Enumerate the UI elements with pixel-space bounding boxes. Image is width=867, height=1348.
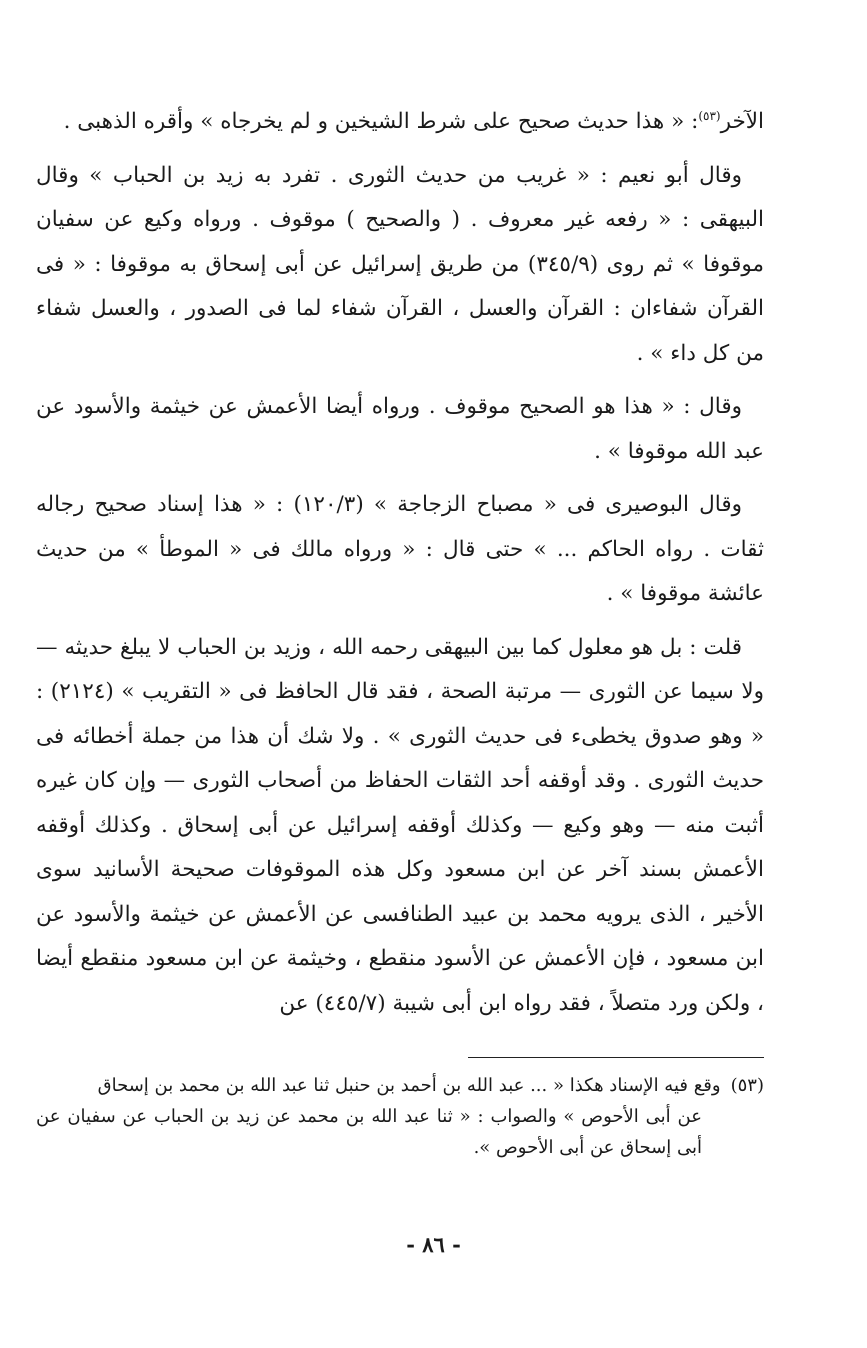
paragraph-2: وقال أبو نعيم : « غريب من حديث الثورى . تفرد به زيد بن الحباب » وقال البيهقى : « رفعه غير معروف . ( والصحيح ) موقوف . ورواه وكيع عن سفيان موقوفا » ثم روى (٣٤٥/٩) من طريق إسرائيل عن أبى إسحاق به موقوفا : « فى القرآن شفاءان : القرآن والعسل ، القرآن شفاء لما فى الصدور ، والعسل شفاء من كل داء » . xyxy=(36,162,764,366)
paragraph-1-rest: : « هذا حديث صحيح على شرط الشيخين و لم يخرجاه » وأقره الذهبى . xyxy=(63,109,699,134)
paragraph-1-lead: الآخر xyxy=(720,109,764,134)
footnote-number: (٥٣) xyxy=(730,1075,764,1096)
footnote-53 xyxy=(36,1070,764,1101)
main-text xyxy=(36,100,764,1035)
footnote-reference-53[interactable]: (٥٣) xyxy=(698,108,721,123)
paragraph-4: وقال البوصيرى فى « مصباح الزجاجة » (١٢٠/٣) : « هذا إسناد صحيح رجاله ثقات . رواه الحاكم ... » حتى قال : « ورواه مالك فى « الموطأ » من حديث عائشة موقوفا » . xyxy=(36,492,764,606)
paragraph-3: وقال : « هذا هو الصحيح موقوف . ورواه أيضا الأعمش عن خيثمة والأسود عن عبد الله موقوفا » . xyxy=(36,394,764,464)
footnote-separator xyxy=(468,1057,764,1058)
paragraph-5: قلت : بل هو معلول كما بين البيهقى رحمه الله ، وزيد بن الحباب لا يبلغ حديثه — ولا سيما عن الثورى — مرتبة الصحة ، فقد قال الحافظ فى « التقريب » (٢١٢٤) : « وهو صدوق يخطىء فى حديث الثورى » . ولا شك أن هذا من جملة أخطائه فى حديث الثورى . وقد أوقفه أحد الثقات الحفاظ من أصحاب الثورى — وإن كان غيره أثبت منه — وهو وكيع — وكذلك أوقفه إسرائيل عن أبى إسحاق . وكذلك أوقفه الأعمش بسند آخر عن ابن مسعود وكل هذه الموقوفات صحيحة الأسانيد سوى الأخير ، الذى يرويه محمد بن عبيد الطنافسى عن الأعمش عن خيثمة والأسود عن ابن مسعود ، فإن الأعمش عن الأسود منقطع ، وخيثمة عن ابن مسعود منقطع أيضا ، ولكن ورد متصلاً ، فقد رواه ابن أبى شيبة (٤٤٥/٧) عن xyxy=(36,634,764,1016)
paragraph-1 xyxy=(36,100,764,145)
footnotes xyxy=(36,1070,764,1163)
body-text xyxy=(36,100,764,1026)
footnote-53-continuation: عن أبى الأحوص » والصواب : « ثنا عبد الله بن محمد عن زيد بن الحباب عن سفيان عن أبى إسحاق عن أبى الأحوص ». xyxy=(36,1106,702,1158)
page-number: - ٨٦ - xyxy=(406,1232,461,1257)
footnote-first-line: وقع فيه الإسناد هكذا « ... عبد الله بن أحمد بن حنبل ثنا عبد الله بن محمد بن إسحاق xyxy=(97,1075,721,1096)
